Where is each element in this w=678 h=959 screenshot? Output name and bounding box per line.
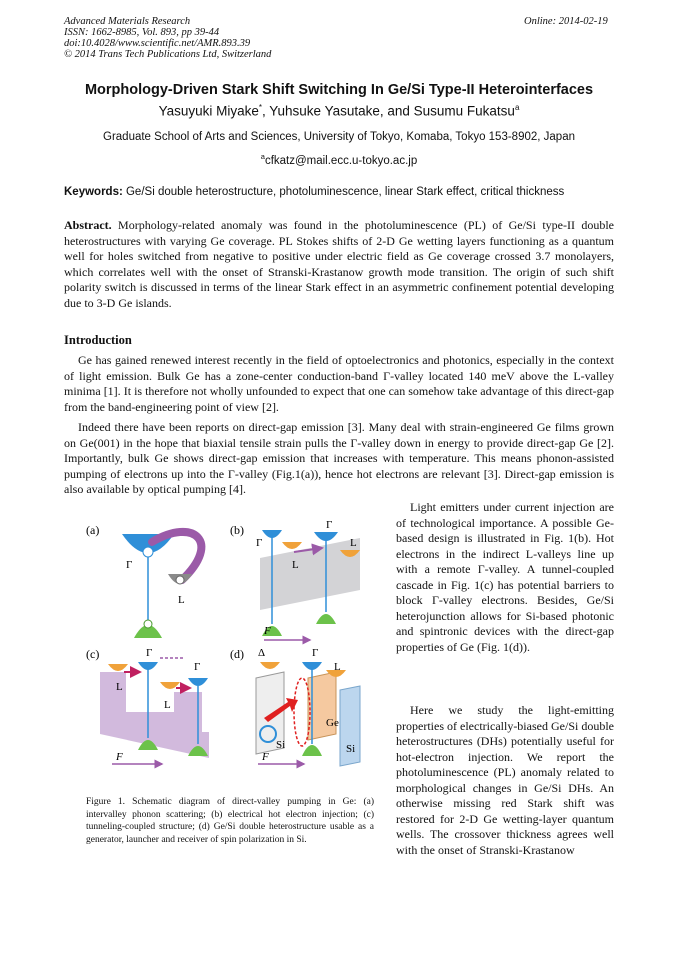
l-valley-b1 bbox=[282, 542, 302, 549]
keywords-text: Ge/Si double heterostructure, photoluminescence, linear Stark effect, critical thickness bbox=[122, 186, 565, 198]
si-label-right: Si bbox=[346, 743, 356, 755]
author-3-mark: a bbox=[514, 103, 520, 112]
gamma-label-a: Γ bbox=[126, 559, 133, 571]
l-valley-c1 bbox=[108, 664, 128, 671]
field-label-b: F bbox=[264, 625, 271, 637]
figure-1 bbox=[64, 512, 379, 812]
paper-title: Morphology-Driven Stark Shift Switching In Ge/Si Type-II Heterointerfaces bbox=[84, 82, 594, 98]
email-mark: a bbox=[260, 152, 265, 161]
figure-1-diagram bbox=[64, 512, 379, 812]
l-label-c2: L bbox=[164, 699, 171, 711]
introduction-heading: Introduction bbox=[64, 333, 132, 347]
l-label-a: L bbox=[178, 594, 185, 606]
l-label-b2: L bbox=[350, 537, 357, 549]
copyright: © 2014 Trans Tech Publications Ltd, Switzerland bbox=[64, 49, 272, 60]
affiliation: Graduate School of Arts and Sciences, University of Tokyo, Komaba, Tokyo 153-8902, Japan bbox=[103, 131, 575, 143]
panel-a-label: (a) bbox=[86, 523, 100, 537]
l-label-d: L bbox=[334, 661, 341, 673]
gamma-label-b2: Γ bbox=[326, 519, 333, 531]
intro-paragraph-2: Indeed there have been reports on direct-gap emission [3]. Many deal with strain-engineered Ge films grown on Ge(001) in the hope that biaxial tensile strain pulls the Γ-valley down in energy to provide direct-gap Ge [2]. Importantly, bulk Ge shows direct-gap emission that increases with temperature. This means phonon-assisted pumping of electrons up into the Γ-valley (Fig.1(a)), hence hot electrons are relevant [3]. Direct-gap emission is also available by optical pumping [4]. bbox=[64, 420, 614, 496]
online-date: Online: 2014-02-19 bbox=[524, 16, 608, 27]
delta-label-d: Δ bbox=[258, 647, 266, 659]
delta-valley-d bbox=[260, 662, 280, 669]
email-address: cfkatz@mail.ecc.u-tokyo.ac.jp bbox=[264, 154, 418, 167]
electron-a2 bbox=[176, 576, 184, 584]
gamma-valley-b2 bbox=[314, 532, 338, 541]
email bbox=[0, 152, 678, 167]
panel-d-label: (d) bbox=[230, 647, 244, 661]
field-label-c: F bbox=[116, 751, 123, 763]
intro-paragraph-1: Ge has gained renewed interest recently in the field of optoelectronics and photonics, especially in the context of light emission. Bulk Ge has a zone-center conduction-band Γ-valley located 140 meV above the L-valley minima [1]. It is therefore not wholly unfounded to expect that one can somehow take advantage of this direct-gap from the band-engineering point of view [2]. bbox=[64, 353, 614, 414]
author-rest: , Yuhsuke Yasutake, and Susumu Fukatsu bbox=[262, 103, 515, 119]
doi: doi:10.4028/www.scientific.net/AMR.893.39 bbox=[64, 38, 251, 49]
l-label-b1: L bbox=[292, 559, 299, 571]
gamma-label-c2: Γ bbox=[194, 661, 201, 673]
gamma-label-c1: Γ bbox=[146, 647, 153, 659]
keywords bbox=[64, 186, 624, 198]
abstract-label: Abstract. bbox=[64, 218, 112, 232]
field-label-d: F bbox=[262, 751, 269, 763]
gamma-label-b1: Γ bbox=[256, 537, 263, 549]
issn: ISSN: 1662-8985, Vol. 893, pp 39-44 bbox=[64, 27, 220, 38]
electron-a1 bbox=[143, 547, 153, 557]
gamma-valley-c2 bbox=[188, 678, 208, 686]
keywords-label: Keywords: bbox=[64, 186, 123, 198]
author-1-mark: * bbox=[258, 103, 263, 112]
phonon-scattering-arrow bbox=[152, 532, 201, 580]
panel-c-label: (c) bbox=[86, 647, 100, 661]
intro-paragraph-3: Light emitters under current injection are of technological importance. A possible Ge-based design is illustrated in Fig. 1(b). Hot electrons in the indirect L-valleys line up with a remote Γ-valley. A tunnel-coupled cascade in Fig. 1(c) has potential barriers to block Γ-valley electrons. Besides, Ge/Si heterojunction allows for Si-based photonic and spintronic devices with the direct-gap properties of Ge (Fig. 1(d)). bbox=[396, 500, 614, 654]
panel-b-label: (b) bbox=[230, 523, 244, 537]
intro-paragraph-4: Here we study the light-emitting properties of electrically-biased Ge/Si double heterostructures (DHs) potentially useful for hot-electron injection. We report the photoluminescence (PL) anomaly related to morphological changes in Ge/Si DHs. An otherwise missing red Stark shift was restored for 2-D Ge wetting-layer quantum wells. The crossover thickness agrees well with the onset of Stranski-Krastanow bbox=[396, 703, 614, 857]
abstract-text: Morphology-related anomaly was found in the photoluminescence (PL) of Ge/Si type-II double heterostructures with varying Ge coverage. PL Stokes shifts of 2-D Ge wetting layers functioning as a quantum well for holes switched from negative to positive under electric field as Ge coverage crossed 3.7 monolayers, which correlates well with the onset of Stranski-Krastanow growth mode transition. The origin of such shift polarity switch is discussed in terms of the linear Stark effect in an asymmetric confinement potential developing due to 3-D Ge islands. bbox=[64, 218, 614, 310]
authors bbox=[0, 103, 678, 119]
l-label-c1: L bbox=[116, 681, 123, 693]
si-label-left: Si bbox=[276, 739, 286, 751]
ge-label: Ge bbox=[326, 717, 339, 729]
abstract bbox=[64, 218, 614, 311]
author-1: Yasuyuki Miyake bbox=[158, 103, 259, 119]
hole-a bbox=[144, 620, 152, 628]
figure-1-caption: Figure 1. Schematic diagram of direct-valley pumping in Ge: (a) intervalley phonon scattering; (b) electrical hot electron injection; (c) tunneling-coupled structure; (d) Ge/Si double heterostructure usable as a generator, launcher and receiver of spin polarization in Si. bbox=[86, 797, 374, 845]
hole-valley-d bbox=[302, 745, 322, 756]
hole-valley-b2 bbox=[316, 614, 336, 624]
gamma-label-d: Γ bbox=[312, 647, 319, 659]
journal-name: Advanced Materials Research bbox=[64, 16, 191, 27]
